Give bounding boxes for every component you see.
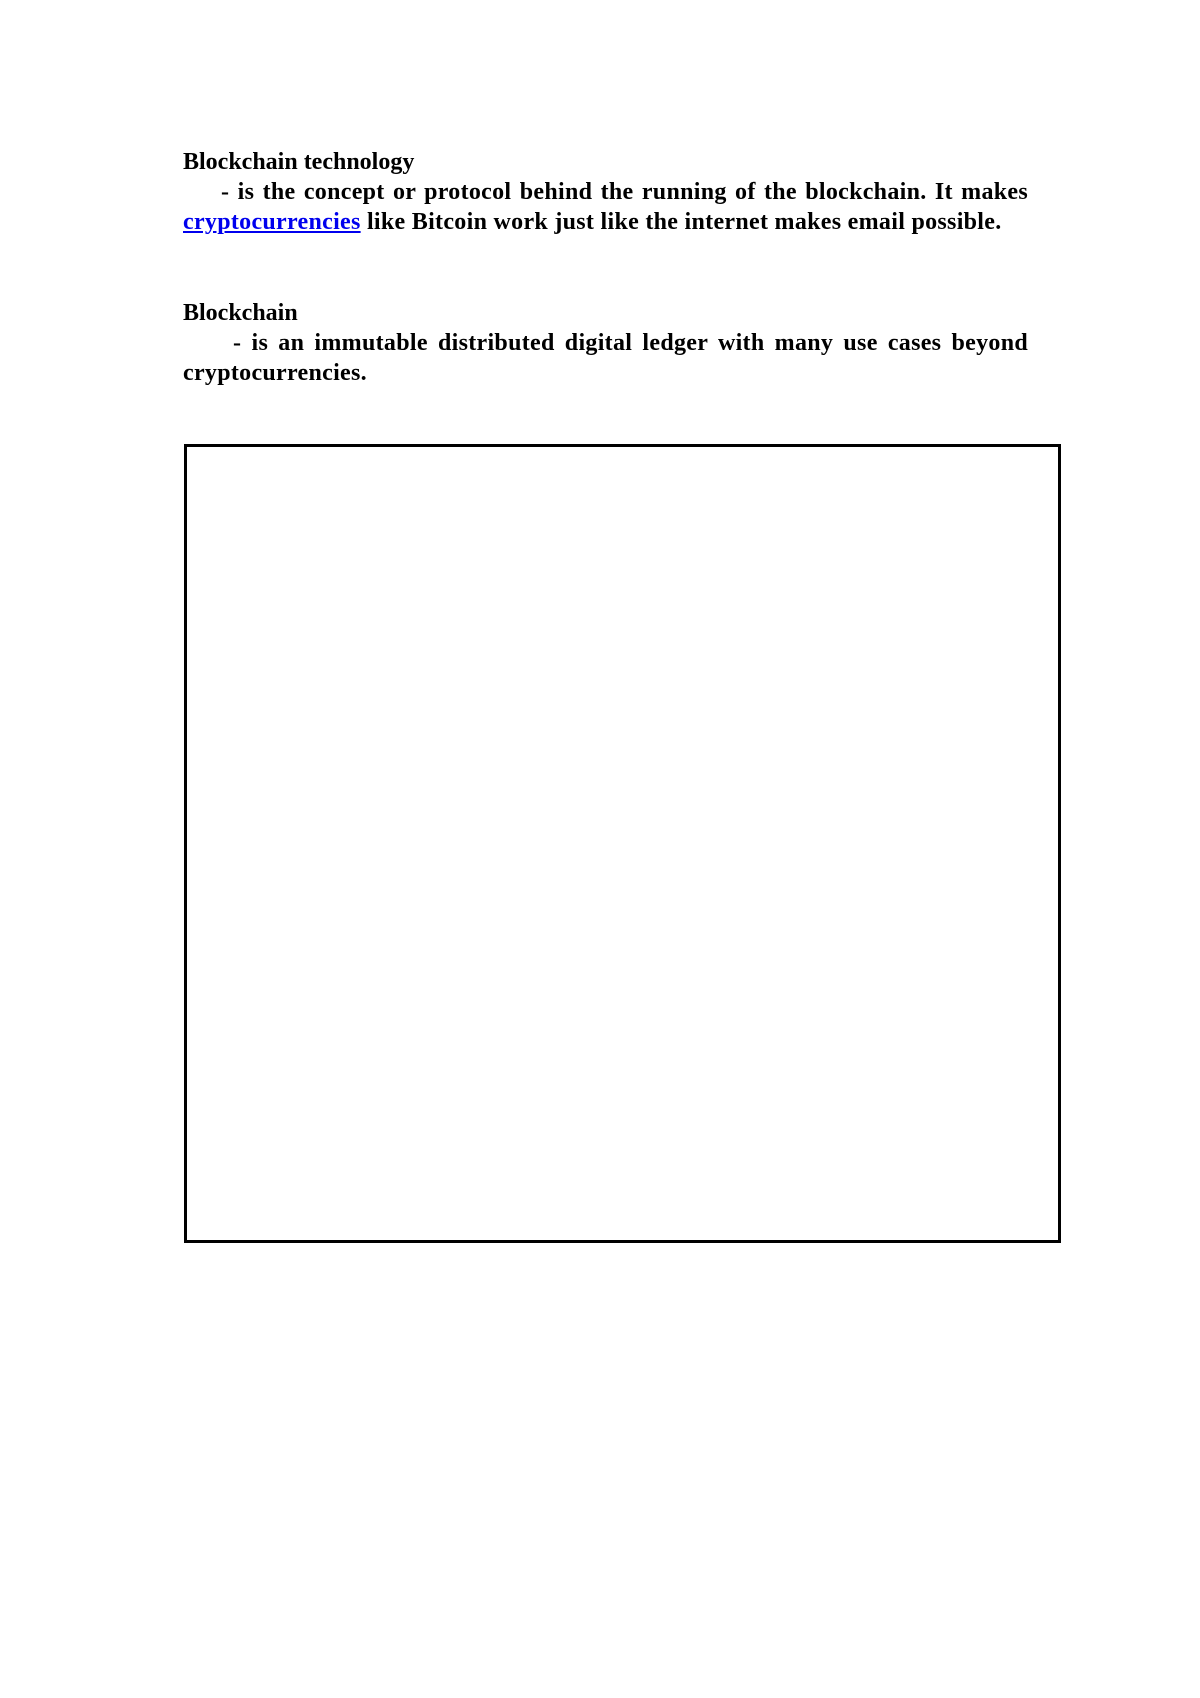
definition-text-start: - is the concept or protocol behind the running of the blockchain. It makes (221, 179, 1028, 205)
section-blockchain-technology (183, 147, 1028, 237)
definition-blockchain-technology (183, 177, 1028, 237)
empty-figure-frame (184, 444, 1061, 1243)
cryptocurrencies-link[interactable]: cryptocurrencies (183, 209, 361, 235)
heading-blockchain: Blockchain (183, 300, 298, 326)
section-blockchain (183, 298, 1028, 388)
definition-blockchain: - is an immutable distributed digital ledger with many use cases beyond cryptocurrencies. (183, 330, 1028, 386)
definition-text-end: like Bitcoin work just like the internet makes email possible. (360, 209, 1002, 235)
heading-blockchain-technology: Blockchain technology (183, 149, 415, 175)
